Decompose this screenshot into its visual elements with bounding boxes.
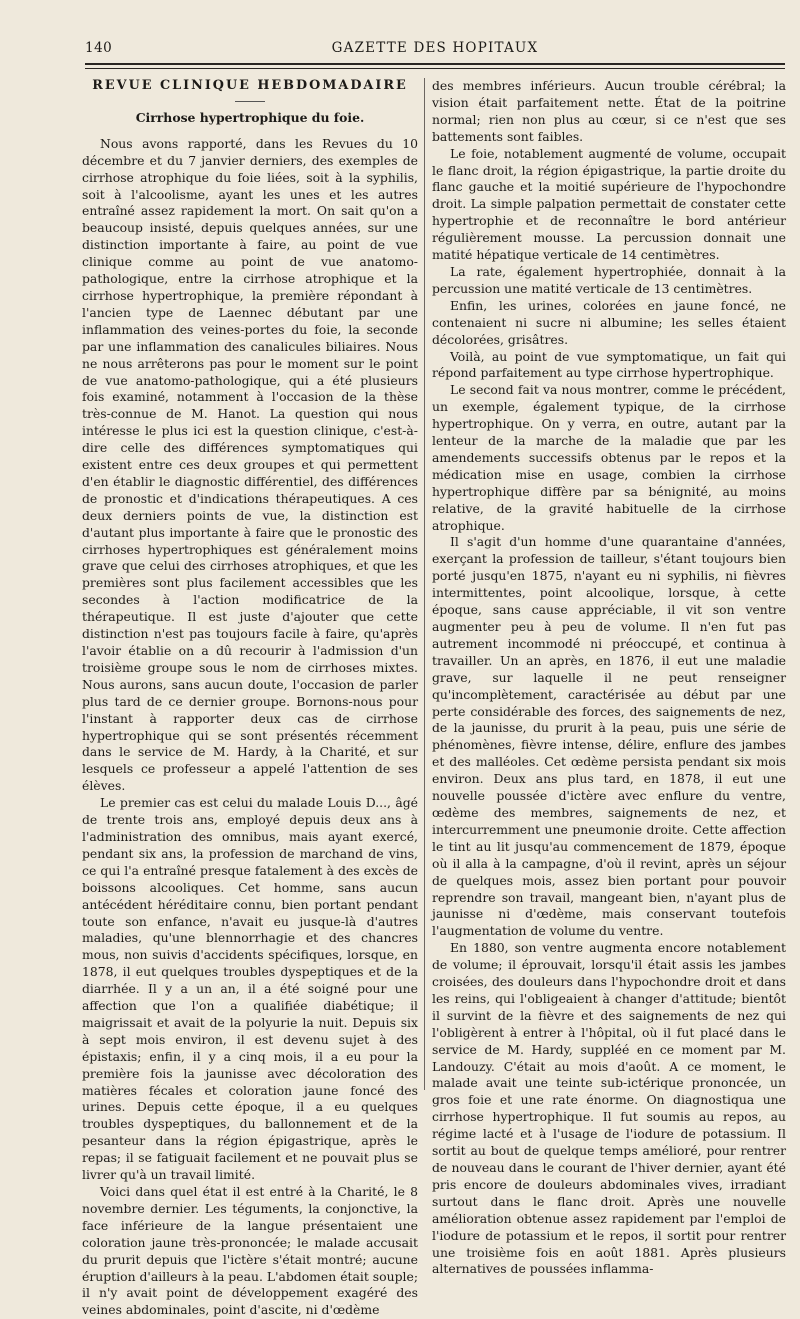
column-divider (424, 78, 425, 1090)
title-divider (235, 101, 265, 102)
article-title: Cirrhose hypertrophique du foie. (135, 109, 365, 125)
paragraph: Il s'agit d'un homme d'une quarantaine d'années, exerçant la profession de tailleur, s'étant toujours bien porté jusqu'en 1875, n'ayant eu ni syphilis, ni fièvres intermittentes, point alcoolique, lorsque, à cette époque, sans cause appréciable, il vit son ventre augmenter peu à peu de volume. Il n'en fut pas autrement incommodé ni préoccupé, et continua à travailler. Un an après, en 1876, il eut une maladie grave, sur laquelle il ne peut renseigner qu'incomplètement, caractérisée au début par une perte considérable des forces, des saignements de nez, de la jaunisse, du prurit à la peau, puis une série de phénomènes, fièvre intense, délire, enflure des jambes et des malléoles. Cet œdème persista pendant six mois environ. Deux ans plus tard, en 1878, il eut une nouvelle poussée d'ictère avec enflure du ventre, œdème des membres, saignements de nez, et intercurremment une pneumonie droite. Cette affection le tint au lit jusqu'au commencement de 1879, époque où il alla à la campagne, d'où il revint, après un séjour de quelques mois, assez bien portant pour pouvoir reprendre son travail, mangeant bien, n'ayant plus de jaunisse ni d'œdème, mais conservant toutefois l'augmentation de volume du ventre. (432, 534, 786, 939)
paragraph: Voici dans quel état il est entré à la Charité, le 8 novembre dernier. Les téguments, la conjonctive, la face inférieure de la langue présentaient une coloration jaune très-prononcée; le malade accusait du prurit depuis que l'ictère s'était montré; aucune éruption d'ailleurs à la peau. L'abdomen était souple; il n'y avait point de développement exagéré des veines abdominales, point d'ascite, ni d'œdème (82, 1184, 418, 1318)
paragraph: Enfin, les urines, colorées en jaune foncé, ne contenaient ni sucre ni albumine; les selles étaient décolorées, grisâtres. (432, 297, 786, 347)
left-column (82, 78, 418, 1319)
page-header (85, 40, 785, 60)
paragraph: Nous avons rapporté, dans les Revues du 10 décembre et du 7 janvier derniers, des exemples de cirrhose atrophique du foie liées, soit à la syphilis, soit à l'alcoolisme, ayant les unes et les autres entraîné assez rapidement la mort. On sait qu'on a beaucoup insisté, depuis quelques années, sur une distinction importante à faire, au point de vue clinique comme au point de vue anatomo-pathologique, entre la cirrhose atrophique et la cirrhose hypertrophique, la première répondant à l'ancien type de Laennec débutant par une inflammation des veines-portes du foie, la seconde par une inflammation des canalicules biliaires. Nous ne nous arrêterons pas pour le moment sur le point de vue anatomo-pathologique, qui a été plusieurs fois examiné, notamment à l'occasion de la thèse très-connue de M. Hanot. La question qui nous intéresse le plus ici est la question clinique, c'est-à-dire celle des différences symptomatiques qui existent entre ces deux groupes et qui permettent d'en établir le diagnostic différentiel, des différences de pronostic et d'indications thérapeutiques. A ces deux derniers points de vue, la distinction est d'autant plus importante à faire que le pronostic des cirrhoses hypertrophiques est généralement moins grave que celui des cirrhoses atrophiques, et que les premières sont plus facilement accessibles que les secondes à l'action modificatrice de la thérapeutique. Il est juste d'ajouter que cette distinction n'est pas toujours facile à faire, qu'après l'avoir établie on a dû recourir à l'admission d'un troisième groupe sous le nom de cirrhoses mixtes. Nous aurons, sans aucun doute, l'occasion de parler plus tard de ce dernier groupe. Bornons-nous pour l'instant à rapporter deux cas de cirrhose hypertrophique qui se sont présentés récemment dans le service de M. Hardy, à la Charité, et sur lesquels ce professeur a appelé l'attention de ses élèves. (82, 135, 418, 794)
header-rule-thick (85, 63, 785, 65)
paragraph: des membres inférieurs. Aucun trouble cérébral; la vision était parfaitement nette. État de la poitrine normal; rien non plus au cœur, si ce n'est que ses battements sont faibles. (432, 78, 786, 144)
paragraph: Le foie, notablement augmenté de volume, occupait le flanc droit, la région épigastrique, la partie droite du flanc gauche et la moitié supérieure de l'hypochondre droit. La simple palpation permettait de constater cette hypertrophie et de reconnaître le bord antérieur régulièrement mousse. La percussion donnait une matité hépatique verticale de 14 centimètres. (432, 145, 786, 263)
page-number: 140 (85, 40, 113, 56)
paragraph: Le premier cas est celui du malade Louis D..., âgé de trente trois ans, employé depuis deux ans à l'administration des omnibus, mais ayant exercé, pendant six ans, la profession de marchand de vins, ce qui l'a entraîné presque fatalement à des excès de boissons alcooliques. Cet homme, sans aucun antécédent héréditaire connu, bien portant pendant toute son enfance, n'avait eu jusque-là d'autres maladies, qu'une blennorrhagie et des chancres mous, non suivis d'accidents spécifiques, lorsque, en 1878, il eut quelques troubles dyspeptiques et de la diarrhée. Il y a un an, il a été soigné pour une affection que l'on a qualifiée diabétique; il maigrissait et avait de la polyurie la nuit. Depuis six à sept mois environ, il est devenu sujet à des épistaxis; enfin, il y a cinq mois, il a eu pour la première fois la jaunisse avec décoloration des matières fécales et coloration jaune foncé des urines. Depuis cette époque, il a eu quelques troubles dyspeptiques, du ballonnement et de la pesanteur dans la région épigastrique, après le repas; il se fatiguait facilement et ne pouvait plus se livrer qu'à un travail limité. (82, 795, 418, 1183)
right-column (432, 78, 786, 1278)
paragraph: Voilà, au point de vue symptomatique, un fait qui répond parfaitement au type cirrhose hypertrophique. (432, 348, 786, 381)
paragraph: Le second fait va nous montrer, comme le précédent, un exemple, également typique, de la cirrhose hypertrophique. On y verra, en outre, autant par la lenteur de la marche de la maladie que par les amendements successifs obtenus par le repos et la médication mise en usage, combien la cirrhose hypertrophique diffère par sa bénignité, au moins relative, de la gravité habituelle de la cirrhose atrophique. (432, 382, 786, 533)
paragraph: La rate, également hypertrophiée, donnait à la percussion une matité verticale de 13 centimètres. (432, 263, 786, 296)
paragraph: En 1880, son ventre augmenta encore notablement de volume; il éprouvait, lorsqu'il était assis les jambes croisées, des douleurs dans l'hypochondre droit et dans les reins, qui l'obligeaient à changer d'attitude; bientôt il survint de la fièvre et des saignements de nez qui l'obligèrent à entrer à l'hôpital, où il fut placé dans le service de M. Hardy, suppléé en ce moment par M. Landouzy. C'était au mois d'août. A ce moment, le malade avait une teinte sub-ictérique prononcée, un gros foie et une rate énorme. On diagnostiqua une cirrhose hypertrophique. Il fut soumis au repos, au régime lacté et à l'usage de l'iodure de potassium. Il sortit au bout de quelque temps amélioré, pour rentrer de nouveau dans le courant de l'hiver dernier, ayant été pris encore de douleurs abdominales vives, irradiant surtout dans le flanc droit. Après une nouvelle amélioration obtenue assez rapidement par l'emploi de l'iodure de potassium et le repos, il sortit pour rentrer une troisième fois en août 1881. Après plusieurs alternatives de poussées inflamma- (432, 940, 786, 1277)
header-rule-thin (85, 68, 785, 69)
running-title: GAZETTE DES HOPITAUX (331, 40, 539, 56)
section-title: REVUE CLINIQUE HEBDOMADAIRE (92, 78, 408, 93)
